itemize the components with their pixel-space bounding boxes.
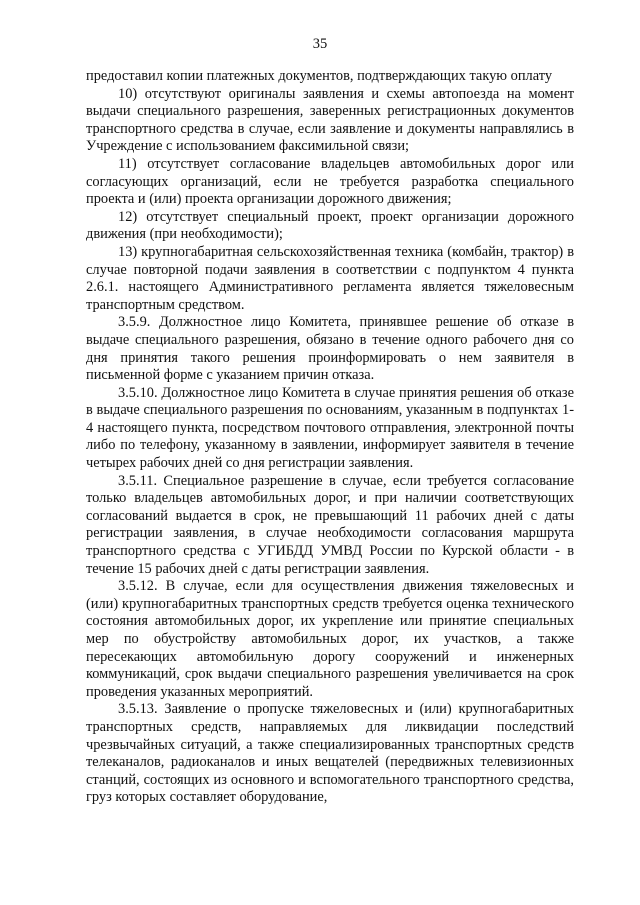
document-body <box>86 68 574 807</box>
paragraph-continuation: предоставил копии платежных документов, подтверждающих такую оплату <box>86 68 553 84</box>
paragraph-item-13: 13) крупногабаритная сельскохозяйственная техника (комбайн, трактор) в случае повторной подачи заявления в соответствии с подпунктом 4 пункта 2.6.1. настоящего Административного регламента является тяжеловесным транспортным средством. <box>86 243 574 313</box>
paragraph-clause-3-5-11: 3.5.11. Специальное разрешение в случае, если требуется согласование только владельцев автомобильных дорог, и при наличии соответствующих согласований выдается в срок, не превышающий 11 рабочих дней с даты регистрации заявления, в случае необходимости согласования маршрута транспортного средства с УГИБДД УМВД России по Курской области - в течение 15 рабочих дней с даты регистрации заявления. <box>86 472 574 577</box>
paragraph-item-11: 11) отсутствует согласование владельцев автомобильных дорог или согласующих организаций, если не требуется разработка специального проекта и (или) проекта организации дорожного движения; <box>86 155 574 208</box>
paragraph-item-10: 10) отсутствуют оригиналы заявления и схемы автопоезда на момент выдачи специального разрешения, заверенных регистрационных документов транспортного средства в случае, если заявление и документы направлялись в Учреждение с использованием факсимильной связи; <box>86 85 574 155</box>
paragraph-clause-3-5-12: 3.5.12. В случае, если для осуществления движения тяжеловесных и (или) крупногабаритных транспортных средств требуется оценка технического состояния автомобильных дорог, их укрепление или принятие специальных мер по обустройству автомобильных дорог, их участков, а также пересекающих автомобильную дорогу сооружений и инженерных коммуникаций, срок выдачи специального разрешения увеличивается на срок проведения указанных мероприятий. <box>86 578 574 700</box>
paragraph-clause-3-5-9: 3.5.9. Должностное лицо Комитета, принявшее решение об отказе в выдаче специального разрешения, обязано в течение одного рабочего дня со дня принятия такого решения проинформировать о нем заявителя в письменной форме с указанием причин отказа. <box>86 314 574 384</box>
paragraph-item-12: 12) отсутствует специальный проект, проект организации дорожного движения (при необходимости); <box>86 208 574 243</box>
paragraph-clause-3-5-13: 3.5.13. Заявление о пропуске тяжеловесных и (или) крупногабаритных транспортных средств, направляемых для ликвидации последствий чрезвычайных ситуаций, а также специализированных транспортных средств телеканалов, радиоканалов и иных вещателей (передвижных телевизионных станций, состоящих из основного и вспомогательного транспортного средства, груз которых составляет оборудование, <box>86 701 574 806</box>
paragraph-clause-3-5-10: 3.5.10. Должностное лицо Комитета в случае принятия решения об отказе в выдаче специального разрешения по основаниям, указанным в подпунктах 1-4 настоящего пункта, посредством почтового отправления, электронной почты либо по телефону, указанному в заявлении, информирует заявителя в течение четырех рабочих дней со дня регистрации заявления. <box>86 384 574 472</box>
page-number: 35 <box>312 36 328 52</box>
